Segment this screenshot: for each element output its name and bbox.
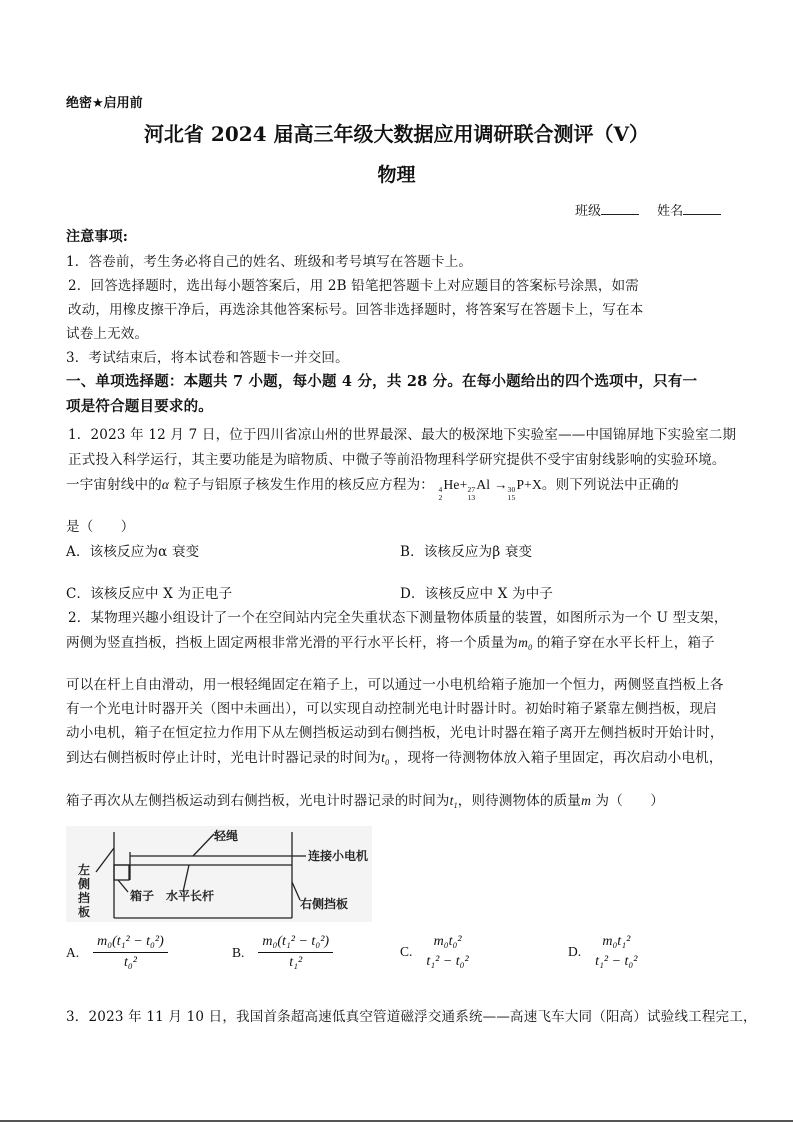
subject-title: 物理 (377, 164, 416, 186)
q1-option-c[interactable]: C．该核反应中 X 为正电子 (66, 586, 233, 602)
q2-option-a[interactable] (66, 934, 168, 971)
q2-line-1: 2．某物理兴趣小组设计了一个在空间站内完全失重状态下测量物体质量的装置，如图所示为一个 U 型支架， (68, 610, 728, 626)
q2-text: 两侧为竖直挡板，挡板上固定两根非常光滑的平行水平长杆，将一个质量为 (66, 635, 519, 651)
section-heading-cont: 项是符合题目要求的。 (66, 398, 213, 415)
q2-text: 的箱子穿在水平长杆上，箱子 (532, 635, 715, 651)
q2-line-7 (66, 789, 664, 810)
apparatus-diagram (66, 826, 372, 922)
notice-item-2: 2．回答选择题时，选出每小题答案后，用 2B 铅笔把答题卡上对应题目的答案标号涂黑，如需 (68, 278, 639, 294)
notice-item-2-cont: 改动，用橡皮擦干净后，再选涂其他答案标号。回答非选择题时，将答案写在答题卡上，写在本 (68, 302, 644, 318)
p-isotope: 30 15 (507, 485, 516, 502)
label-right-baffle: 右侧挡板 (300, 897, 349, 911)
q2-line-4: 有一个光电计时器开关（图中未画出），可以实现自动控制光电计时器计时。初始时箱子紧靠左侧挡板，现启 (66, 701, 717, 717)
box-pointer (118, 880, 128, 892)
option-label: C. (400, 944, 413, 959)
q1-line-1: 1．2023 年 12 月 7 日，位于四川省凉山州的世界最深、最大的极深地下实验室——中国锦屏地下实验室二期 (68, 427, 737, 443)
he-isotope: 4 2 (438, 485, 443, 502)
q1-line-4: 是（ ） (66, 519, 135, 535)
q2-option-c[interactable] (400, 934, 469, 970)
alpha-symbol: α (161, 477, 170, 492)
label-left-2: 侧 (78, 877, 91, 891)
he-symbol: He (443, 477, 460, 492)
arrow-icon: → (493, 477, 508, 492)
option-label: B. (232, 944, 245, 960)
class-label: 班级 (575, 204, 602, 219)
notice-item-3: 3．考试结束后，将本试卷和答题卡一并交回。 (66, 350, 349, 366)
section-heading: 一、单项选择题：本题共 7 小题，每小题 4 分，共 28 分。在每小题给出的四个选项中，只有一 (66, 373, 698, 390)
label-rope: 轻绳 (214, 829, 239, 843)
q2-text: 为（ ） (591, 793, 665, 809)
rope-pointer (193, 834, 214, 856)
q1-text: 粒子与铝原子核发生作用的核反应方程为： (169, 477, 434, 493)
notice-item-2-end: 试卷上无效。 (66, 326, 149, 342)
class-blank[interactable] (601, 202, 639, 215)
q1-line-2: 正式投入科学运行，其主要功能是为暗物质、中微子等前沿物理科学研究提供不受宇宙射线影响的实验环境。 (68, 452, 726, 468)
al-isotope: 27 13 (467, 485, 476, 502)
al-symbol: Al (476, 477, 491, 492)
label-rod: 水平长杆 (166, 889, 215, 903)
t0-symbol: $t_0$ (381, 750, 390, 767)
q1-option-b[interactable]: B．该核反应为β 衰变 (400, 544, 533, 560)
q2-line-6 (66, 746, 723, 767)
name-label: 姓名 (657, 204, 684, 219)
q2-text: 箱子再次从左侧挡板运动到右侧挡板，光电计时器记录的时间为 (66, 793, 450, 809)
label-left-4: 板 (78, 905, 91, 919)
q2-option-d[interactable] (568, 934, 637, 970)
q1-option-d[interactable]: D．该核反应中 X 为中子 (400, 586, 554, 602)
q1-line-3 (66, 473, 679, 502)
label-motor: 连接小电机 (308, 849, 369, 863)
name-blank[interactable] (683, 202, 721, 215)
q2-line-2 (66, 631, 715, 652)
label-left-1: 左 (78, 863, 91, 877)
rod-pointer (183, 865, 189, 892)
m0-symbol: $m_0$ (518, 635, 533, 652)
q3-line-1: 3．2023 年 11 月 10 日，我国首条超高速低真空管道磁浮交通系统——高速飞车大同（阳高）试验线工程完工， (66, 1009, 757, 1025)
fraction: $\frac{\text{m₀(t₁² − t₀²)}}{\text{t₀²}}$ (93, 934, 168, 971)
exam-title: 河北省 2024 届高三年级大数据应用调研联合测评（V） (143, 122, 650, 146)
confidential-mark: 绝密★启用前 (66, 96, 143, 111)
q2-line-3: 可以在杆上自由滑动，用一根轻绳固定在箱子上，可以通过一小电机给箱子施加一个恒力，两侧竖直挡板上各 (66, 677, 724, 693)
option-label: D. (568, 944, 582, 959)
box (114, 865, 129, 880)
q2-text: 到达右侧挡板时停止计时，光电计时器记录的时间为 (66, 750, 382, 766)
q1-text: 一宇宙射线中的 (66, 477, 162, 493)
option-label: A. (66, 944, 80, 960)
left-pointer (96, 848, 114, 872)
class-name-fields (575, 200, 721, 219)
fraction: m₀t₁² t₁² − t₀² (595, 934, 638, 969)
m-symbol: m (581, 793, 592, 808)
nuclear-equation (439, 477, 542, 502)
q2-text: ，则待测物体的质量 (457, 793, 582, 809)
label-left-3: 挡 (78, 891, 91, 905)
notice-heading: 注意事项: (66, 229, 129, 245)
label-box: 箱子 (130, 889, 155, 903)
notice-item-1: 1．答卷前，考生务必将自己的姓名、班级和考号填写在答题卡上。 (66, 254, 473, 270)
q1-text: 。则下列说法中正确的 (541, 477, 679, 493)
q2-text: ，现将一待测物体放入箱子里固定，再次启动小电机， (389, 750, 723, 766)
t1-symbol: $t_1$ (449, 793, 458, 810)
q1-option-a[interactable]: A．该核反应为α 衰变 (66, 544, 200, 560)
fraction: $\frac{\text{m₀(t₁² − t₀²)}}{\text{t₁²}}$ (258, 934, 333, 971)
q2-line-5: 动小电机，箱子在恒定拉力作用下从左侧挡板运动到右侧挡板，光电计时器在箱子离开左侧挡板时开始计时， (66, 725, 724, 741)
plus-sign: + (459, 477, 468, 492)
right-pointer (292, 882, 300, 900)
x-particle: +X (524, 477, 542, 492)
apparatus-figure (66, 826, 372, 922)
fraction: m₀t₀² t₁² − t₀² (426, 934, 469, 969)
p-symbol: P (516, 477, 525, 492)
q2-option-b[interactable] (232, 934, 333, 971)
